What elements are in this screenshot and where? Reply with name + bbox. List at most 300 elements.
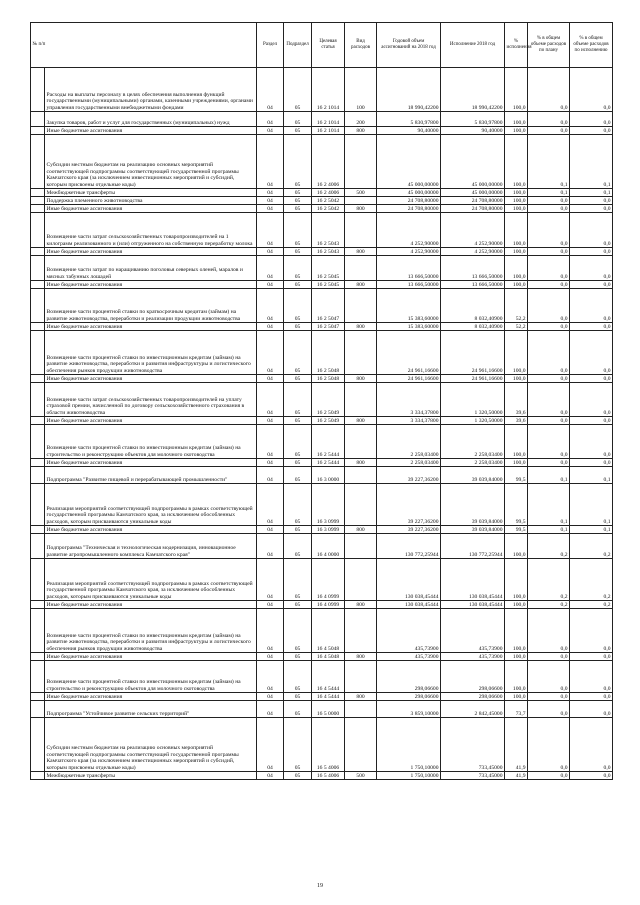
row-expense-type xyxy=(345,467,377,484)
row-executed: 1 320,50000 xyxy=(441,383,505,417)
row-plan: 130 038,45444 xyxy=(377,559,441,601)
row-share-total: 0,0 xyxy=(528,701,570,718)
header-executed: Исполнение 2018 год xyxy=(441,23,505,68)
row-target: 16 2 5048 xyxy=(312,375,345,383)
row-plan: 435,73900 xyxy=(377,609,441,653)
row-section: 04 xyxy=(257,661,284,693)
row-share-total: 0,0 xyxy=(528,213,570,248)
row-expense-type xyxy=(345,559,377,601)
row-share-exec: 0,0 xyxy=(570,609,613,653)
row-expense-type xyxy=(345,609,377,653)
row-share-total: 0,1 xyxy=(528,135,570,189)
row-name: Межбюджетные трансферты xyxy=(45,772,257,780)
row-name: Иные бюджетные ассигнования xyxy=(45,375,257,383)
table-row xyxy=(31,526,613,534)
row-number xyxy=(31,323,45,331)
row-executed: 733,45000 xyxy=(441,718,505,772)
row-executed: 39 039,84000 xyxy=(441,484,505,526)
row-number xyxy=(31,289,45,323)
row-expense-type xyxy=(345,213,377,248)
row-executed: 24 961,16600 xyxy=(441,331,505,375)
row-plan: 39 227,36200 xyxy=(377,526,441,534)
row-plan: 4 252,90000 xyxy=(377,248,441,256)
row-share-total: 0,1 xyxy=(528,189,570,197)
row-percent: 100,0 xyxy=(505,601,528,609)
row-share-total: 0,0 xyxy=(528,425,570,459)
row-percent: 100,0 xyxy=(505,189,528,197)
row-number xyxy=(31,661,45,693)
row-executed: 24 708,80000 xyxy=(441,205,505,213)
row-share-total: 0,0 xyxy=(528,281,570,289)
row-share-exec: 0,2 xyxy=(570,559,613,601)
row-number xyxy=(31,331,45,375)
row-plan: 1 750,10000 xyxy=(377,772,441,780)
row-percent: 100,0 xyxy=(505,459,528,467)
row-number xyxy=(31,213,45,248)
row-percent: 73,7 xyxy=(505,701,528,718)
row-number xyxy=(31,701,45,718)
table-row xyxy=(31,331,613,375)
row-share-exec: 0,0 xyxy=(570,205,613,213)
row-share-total: 0,0 xyxy=(528,417,570,425)
row-plan: 130 772,25944 xyxy=(377,534,441,559)
row-name: Иные бюджетные ассигнования xyxy=(45,601,257,609)
row-number xyxy=(31,425,45,459)
row-share-total: 0,0 xyxy=(528,205,570,213)
row-plan: 13 666,50000 xyxy=(377,281,441,289)
row-share-exec: 0,0 xyxy=(570,459,613,467)
row-target: 16 2 1014 xyxy=(312,127,345,135)
row-share-exec: 0,0 xyxy=(570,289,613,323)
row-share-total: 0,0 xyxy=(528,197,570,205)
row-share-total: 0,2 xyxy=(528,534,570,559)
row-subsection: 05 xyxy=(284,653,312,661)
row-plan: 1 750,10000 xyxy=(377,718,441,772)
row-target: 16 2 5042 xyxy=(312,205,345,213)
table-row xyxy=(31,127,613,135)
row-subsection: 05 xyxy=(284,189,312,197)
table-row xyxy=(31,68,613,112)
row-number xyxy=(31,467,45,484)
table-row xyxy=(31,661,613,693)
table-header xyxy=(31,23,613,68)
row-share-exec: 0,0 xyxy=(570,213,613,248)
row-name: Иные бюджетные ассигнования xyxy=(45,653,257,661)
row-expense-type xyxy=(345,425,377,459)
row-expense-type: 800 xyxy=(345,323,377,331)
row-target: 16 4 0999 xyxy=(312,601,345,609)
row-subsection: 05 xyxy=(284,701,312,718)
row-number xyxy=(31,526,45,534)
table-row xyxy=(31,484,613,526)
row-executed: 435,73900 xyxy=(441,609,505,653)
row-share-total: 0,1 xyxy=(528,526,570,534)
row-share-exec: 0,0 xyxy=(570,127,613,135)
row-plan: 24 708,80000 xyxy=(377,205,441,213)
row-executed: 45 000,00000 xyxy=(441,135,505,189)
table-row xyxy=(31,601,613,609)
row-section: 04 xyxy=(257,383,284,417)
row-subsection: 05 xyxy=(284,289,312,323)
row-percent: 39,6 xyxy=(505,417,528,425)
table-row xyxy=(31,135,613,189)
row-expense-type xyxy=(345,534,377,559)
row-subsection: 05 xyxy=(284,197,312,205)
row-number xyxy=(31,68,45,112)
row-share-exec: 0,1 xyxy=(570,484,613,526)
row-percent: 41,9 xyxy=(505,772,528,780)
row-subsection: 05 xyxy=(284,526,312,534)
row-percent: 100,0 xyxy=(505,256,528,281)
row-number xyxy=(31,197,45,205)
row-target: 16 5 4006 xyxy=(312,718,345,772)
row-name: Межбюджетные трансферты xyxy=(45,189,257,197)
row-number xyxy=(31,559,45,601)
table-row xyxy=(31,248,613,256)
row-executed: 4 252,90000 xyxy=(441,248,505,256)
row-target: 16 2 5047 xyxy=(312,323,345,331)
row-number xyxy=(31,127,45,135)
table-row xyxy=(31,323,613,331)
row-percent: 100,0 xyxy=(505,375,528,383)
row-executed: 130 038,45444 xyxy=(441,559,505,601)
row-name: Иные бюджетные ассигнования xyxy=(45,693,257,701)
row-number xyxy=(31,772,45,780)
row-number xyxy=(31,281,45,289)
row-share-exec: 0,0 xyxy=(570,256,613,281)
row-section: 04 xyxy=(257,559,284,601)
row-number xyxy=(31,693,45,701)
row-number xyxy=(31,484,45,526)
row-name: Иные бюджетные ассигнования xyxy=(45,459,257,467)
row-expense-type: 800 xyxy=(345,417,377,425)
row-name: Возмещение части процентной ставки по инвестиционным кредитам (займам) на развитие животноводства, переработки и развития инфраструктуры и логистического обеспечения рынков продукции животноводства xyxy=(45,609,257,653)
row-name: Реализация мероприятий соответствующей подпрограммы в рамках соответствующей государственной программы Камчатского края, за исключением обособленных расходов, которым присваиваются уникальные коды xyxy=(45,559,257,601)
row-share-exec: 0,1 xyxy=(570,467,613,484)
row-section: 04 xyxy=(257,653,284,661)
row-executed: 45 000,00000 xyxy=(441,189,505,197)
row-section: 04 xyxy=(257,68,284,112)
row-executed: 2 258,03400 xyxy=(441,459,505,467)
row-name: Возмещение части процентной ставки по инвестиционным кредитам (займам) на развитие животноводства, переработки и развития инфраструктуры и логистического обеспечения рынков продукции животноводства xyxy=(45,331,257,375)
row-section: 04 xyxy=(257,484,284,526)
document-page xyxy=(30,22,612,780)
row-plan: 24 961,16600 xyxy=(377,375,441,383)
row-name: Возмещение части процентной ставки по краткосрочным кредитам (займам) на развитие животноводства, переработки и реализации продукции животноводства xyxy=(45,289,257,323)
row-subsection: 05 xyxy=(284,467,312,484)
row-name: Субсидии местным бюджетам на реализацию основных мероприятий соответствующей подпрограммы соответствующей государственной программы Камчатского края (за исключением инвестиционных мероприятий и субсидий, которым присвоены отдельные коды) xyxy=(45,135,257,189)
row-target: 16 3 0999 xyxy=(312,526,345,534)
row-subsection: 05 xyxy=(284,383,312,417)
row-target: 16 2 1014 xyxy=(312,68,345,112)
row-plan: 90,40000 xyxy=(377,127,441,135)
row-expense-type: 200 xyxy=(345,112,377,127)
row-number xyxy=(31,205,45,213)
row-expense-type: 800 xyxy=(345,459,377,467)
row-executed: 18 990,42200 xyxy=(441,68,505,112)
row-percent: 99,5 xyxy=(505,467,528,484)
row-expense-type: 800 xyxy=(345,127,377,135)
row-subsection: 05 xyxy=(284,601,312,609)
row-target: 16 2 5043 xyxy=(312,248,345,256)
row-percent: 100,0 xyxy=(505,135,528,189)
row-target: 16 4 5444 xyxy=(312,693,345,701)
row-share-total: 0,0 xyxy=(528,323,570,331)
row-percent: 39,6 xyxy=(505,383,528,417)
row-executed: 130 772,25944 xyxy=(441,534,505,559)
row-share-total: 0,0 xyxy=(528,383,570,417)
row-executed: 1 320,50000 xyxy=(441,417,505,425)
row-section: 04 xyxy=(257,526,284,534)
row-share-exec: 0,0 xyxy=(570,701,613,718)
table-row xyxy=(31,467,613,484)
row-name: Возмещение части процентной ставки по инвестиционным кредитам (займам) на строительство и реконструкцию объектов для молочного скотоводства xyxy=(45,425,257,459)
table-row xyxy=(31,289,613,323)
row-executed: 5 830,97800 xyxy=(441,112,505,127)
row-name: Иные бюджетные ассигнования xyxy=(45,205,257,213)
row-name: Поддержка племенного животноводства xyxy=(45,197,257,205)
table-row xyxy=(31,534,613,559)
row-number xyxy=(31,609,45,653)
row-name: Иные бюджетные ассигнования xyxy=(45,248,257,256)
row-percent: 99,5 xyxy=(505,484,528,526)
row-plan: 3 859,10000 xyxy=(377,701,441,718)
row-expense-type: 500 xyxy=(345,772,377,780)
table-row xyxy=(31,256,613,281)
row-plan: 3 334,37800 xyxy=(377,417,441,425)
row-subsection: 05 xyxy=(284,718,312,772)
budget-table xyxy=(30,22,613,780)
row-expense-type xyxy=(345,197,377,205)
row-plan: 39 227,36200 xyxy=(377,467,441,484)
row-expense-type: 800 xyxy=(345,653,377,661)
row-percent: 100,0 xyxy=(505,425,528,459)
row-subsection: 05 xyxy=(284,112,312,127)
row-share-total: 0,0 xyxy=(528,256,570,281)
row-name: Субсидии местным бюджетам на реализацию основных мероприятий соответствующей подпрограммы соответствующей государственной программы Камчатского края (за исключением инвестиционных мероприятий и субсидий, которым присвоены отдельные коды) xyxy=(45,718,257,772)
row-number xyxy=(31,653,45,661)
row-share-exec: 0,0 xyxy=(570,718,613,772)
table-row xyxy=(31,425,613,459)
row-target: 16 5 0000 xyxy=(312,701,345,718)
row-share-total: 0,0 xyxy=(528,68,570,112)
row-percent: 100,0 xyxy=(505,248,528,256)
row-number xyxy=(31,601,45,609)
row-name: Иные бюджетные ассигнования xyxy=(45,127,257,135)
row-executed: 298,06600 xyxy=(441,693,505,701)
row-number xyxy=(31,189,45,197)
table-row xyxy=(31,281,613,289)
table-row xyxy=(31,112,613,127)
row-name: Возмещение части процентной ставки по инвестиционным кредитам (займам) на строительство и реконструкцию объектов для молочного скотоводства xyxy=(45,661,257,693)
table-row xyxy=(31,375,613,383)
row-subsection: 05 xyxy=(284,205,312,213)
row-plan: 24 708,80000 xyxy=(377,197,441,205)
row-share-total: 0,2 xyxy=(528,601,570,609)
row-target: 16 2 4006 xyxy=(312,189,345,197)
row-section: 04 xyxy=(257,248,284,256)
page-number: 19 xyxy=(317,883,323,889)
row-subsection: 05 xyxy=(284,213,312,248)
row-section: 04 xyxy=(257,375,284,383)
header-section: Раздел xyxy=(257,23,284,68)
header-subsection: Подраздел xyxy=(284,23,312,68)
row-share-exec: 0,0 xyxy=(570,331,613,375)
row-share-exec: 0,1 xyxy=(570,189,613,197)
row-plan: 435,73900 xyxy=(377,653,441,661)
row-plan: 298,06600 xyxy=(377,693,441,701)
row-number xyxy=(31,375,45,383)
row-share-total: 0,0 xyxy=(528,718,570,772)
row-executed: 8 032,40900 xyxy=(441,323,505,331)
row-section: 04 xyxy=(257,467,284,484)
row-share-exec: 0,0 xyxy=(570,425,613,459)
row-target: 16 4 5444 xyxy=(312,661,345,693)
row-plan: 45 000,00000 xyxy=(377,135,441,189)
row-section: 04 xyxy=(257,609,284,653)
row-target: 16 2 5042 xyxy=(312,197,345,205)
row-name: Возмещение части затрат сельскохозяйственных товаропроизводителей на 1 килограмм реализованного и (или) отгруженного на собственную переработку молока xyxy=(45,213,257,248)
row-subsection: 05 xyxy=(284,425,312,459)
row-executed: 24 708,80000 xyxy=(441,197,505,205)
row-subsection: 05 xyxy=(284,484,312,526)
row-share-exec: 0,0 xyxy=(570,375,613,383)
row-percent: 100,0 xyxy=(505,213,528,248)
row-expense-type: 800 xyxy=(345,693,377,701)
row-percent: 100,0 xyxy=(505,693,528,701)
row-section: 04 xyxy=(257,701,284,718)
row-section: 04 xyxy=(257,417,284,425)
row-section: 04 xyxy=(257,205,284,213)
row-name: Иные бюджетные ассигнования xyxy=(45,281,257,289)
row-subsection: 05 xyxy=(284,661,312,693)
row-percent: 100,0 xyxy=(505,331,528,375)
row-number xyxy=(31,718,45,772)
row-expense-type xyxy=(345,256,377,281)
table-row xyxy=(31,197,613,205)
row-expense-type: 800 xyxy=(345,205,377,213)
row-share-total: 0,0 xyxy=(528,661,570,693)
row-plan: 298,06600 xyxy=(377,661,441,693)
row-percent: 100,0 xyxy=(505,112,528,127)
row-percent: 99,5 xyxy=(505,526,528,534)
row-expense-type xyxy=(345,718,377,772)
row-section: 04 xyxy=(257,772,284,780)
row-share-total: 0,1 xyxy=(528,467,570,484)
row-executed: 2 842,45000 xyxy=(441,701,505,718)
row-subsection: 05 xyxy=(284,135,312,189)
row-name: Закупка товаров, работ и услуг для государственных (муниципальных) нужд xyxy=(45,112,257,127)
row-section: 04 xyxy=(257,197,284,205)
row-number xyxy=(31,417,45,425)
row-section: 04 xyxy=(257,289,284,323)
row-share-exec: 0,0 xyxy=(570,653,613,661)
row-percent: 100,0 xyxy=(505,661,528,693)
row-section: 04 xyxy=(257,189,284,197)
row-share-exec: 0,1 xyxy=(570,526,613,534)
row-share-total: 0,0 xyxy=(528,127,570,135)
row-section: 04 xyxy=(257,112,284,127)
row-executed: 435,73900 xyxy=(441,653,505,661)
row-executed: 130 038,45444 xyxy=(441,601,505,609)
row-share-exec: 0,2 xyxy=(570,534,613,559)
row-expense-type: 800 xyxy=(345,601,377,609)
row-subsection: 05 xyxy=(284,772,312,780)
row-subsection: 05 xyxy=(284,331,312,375)
header-share-exec: % в общем объеме расходов по исполнению xyxy=(570,23,613,68)
table-row xyxy=(31,189,613,197)
row-executed: 24 961,16600 xyxy=(441,375,505,383)
row-number xyxy=(31,248,45,256)
row-share-exec: 0,0 xyxy=(570,693,613,701)
row-percent: 100,0 xyxy=(505,281,528,289)
row-plan: 15 383,60000 xyxy=(377,289,441,323)
row-share-total: 0,2 xyxy=(528,559,570,601)
row-percent: 52,2 xyxy=(505,323,528,331)
row-section: 04 xyxy=(257,693,284,701)
row-target: 16 4 5048 xyxy=(312,609,345,653)
row-subsection: 05 xyxy=(284,559,312,601)
row-section: 04 xyxy=(257,213,284,248)
row-section: 04 xyxy=(257,425,284,459)
row-percent: 100,0 xyxy=(505,205,528,213)
table-row xyxy=(31,693,613,701)
row-expense-type xyxy=(345,289,377,323)
row-name: Иные бюджетные ассигнования xyxy=(45,323,257,331)
row-target: 16 2 1014 xyxy=(312,112,345,127)
row-share-total: 0,0 xyxy=(528,375,570,383)
row-target: 16 2 4006 xyxy=(312,135,345,189)
table-row xyxy=(31,772,613,780)
row-section: 04 xyxy=(257,127,284,135)
row-section: 04 xyxy=(257,281,284,289)
row-subsection: 05 xyxy=(284,248,312,256)
row-executed: 2 258,03400 xyxy=(441,425,505,459)
header-expense-type: Вид расходов xyxy=(345,23,377,68)
header-percent: % исполнения xyxy=(505,23,528,68)
row-plan: 45 000,00000 xyxy=(377,189,441,197)
row-number xyxy=(31,534,45,559)
row-plan: 15 383,60000 xyxy=(377,323,441,331)
row-expense-type xyxy=(345,135,377,189)
row-percent: 100,0 xyxy=(505,127,528,135)
row-plan: 39 227,36200 xyxy=(377,484,441,526)
row-section: 04 xyxy=(257,459,284,467)
row-subsection: 05 xyxy=(284,127,312,135)
row-executed: 90,40000 xyxy=(441,127,505,135)
row-target: 16 2 5045 xyxy=(312,281,345,289)
row-plan: 13 666,50000 xyxy=(377,256,441,281)
row-subsection: 05 xyxy=(284,281,312,289)
row-percent: 100,0 xyxy=(505,68,528,112)
row-expense-type: 800 xyxy=(345,248,377,256)
row-subsection: 05 xyxy=(284,693,312,701)
row-target: 16 3 0000 xyxy=(312,467,345,484)
row-share-exec: 0,1 xyxy=(570,135,613,189)
header-target: Целевая статья xyxy=(312,23,345,68)
row-percent: 100,0 xyxy=(505,653,528,661)
row-target: 16 2 5043 xyxy=(312,213,345,248)
row-plan: 4 252,90000 xyxy=(377,213,441,248)
table-row xyxy=(31,417,613,425)
row-percent: 41,9 xyxy=(505,718,528,772)
table-row xyxy=(31,213,613,248)
row-section: 04 xyxy=(257,323,284,331)
row-share-exec: 0,0 xyxy=(570,383,613,417)
row-share-total: 0,0 xyxy=(528,331,570,375)
row-name: Подпрограмма "Техническая и технологическая модернизация, инновационное развитие агропромышленного комплекса Камчатского края" xyxy=(45,534,257,559)
row-executed: 39 039,84000 xyxy=(441,526,505,534)
